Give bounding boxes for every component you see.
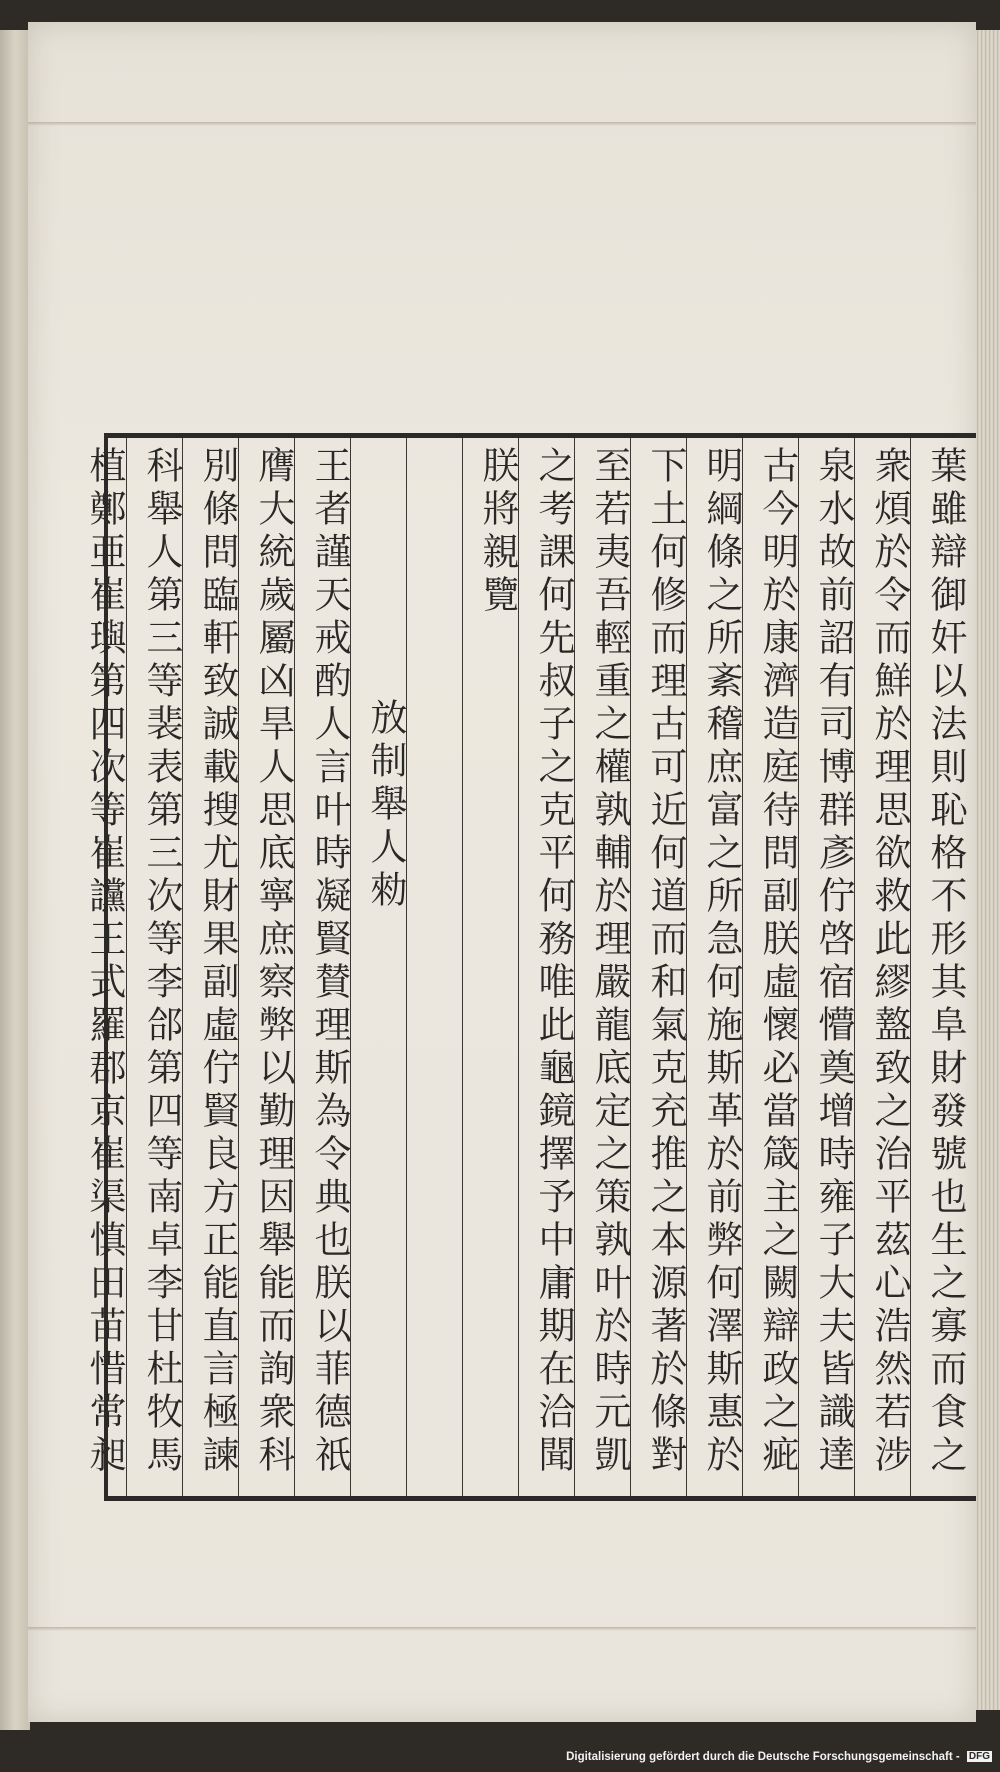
text-column	[910, 438, 966, 1496]
text-column	[686, 438, 742, 1496]
text-column	[126, 438, 182, 1496]
column-text: 下土何修而理古可近何道而和氣克充推之本源著於條對	[644, 446, 687, 1478]
column-text: 朕將親覽	[476, 446, 519, 618]
text-column	[294, 438, 350, 1496]
text-column	[462, 438, 518, 1496]
column-text: 別條問臨軒致誠載搜尤財果副虛佇賢良方正能直言極諫	[196, 446, 239, 1478]
column-text: 泉水故前詔有司博群彥佇啓宿懵奠增時雍子大夫皆識達	[812, 446, 855, 1478]
text-column	[350, 438, 406, 1496]
book-left-edge	[0, 30, 30, 1730]
footer-bar	[0, 1748, 1000, 1772]
page-fold-top	[28, 122, 976, 126]
dfg-logo: DFG	[968, 1751, 990, 1763]
text-frame	[83, 433, 976, 1501]
column-text: 之考課何先叔子之克平何務唯此龜鏡擇予中庸期在洽聞	[532, 446, 575, 1478]
column-text: 膺大統歲屬凶旱人思底寧庶察弊以勤理因舉能而詢衆科	[252, 446, 295, 1478]
column-text: 至若夷吾輕重之權孰輔於理嚴龍底定之策孰叶於時元凱	[588, 446, 631, 1478]
text-column	[630, 438, 686, 1496]
column-text: 植鄭亜崔璵第四次等崔讜王式羅郡京崔渠慎田苗惜常昶	[83, 446, 126, 1478]
column-text: 衆煩於令而鮮於理思欲救此繆盩致之治平茲心浩然若涉	[868, 446, 911, 1478]
column-text: 葉雖辯御奸以法則恥格不形其阜財發號也生之寡而食之	[924, 446, 967, 1478]
text-column	[798, 438, 854, 1496]
text-column	[518, 438, 574, 1496]
column-text: 明綱條之所紊稽庶富之所急何施斯革於前弊何澤斯惠於	[700, 446, 743, 1478]
text-column	[238, 438, 294, 1496]
column-text: 古今明於康濟造庭待問副朕虛懷必當箴主之闕辯政之疵	[756, 446, 799, 1478]
text-column	[574, 438, 630, 1496]
text-column	[742, 438, 798, 1496]
column-text: 科舉人第三等裴表第三次等李郃第四等南卓李甘杜牧馬	[140, 446, 183, 1478]
column-text: 王者謹天戒酌人言叶時凝賢賛理斯為令典也朕以菲德祇	[308, 446, 351, 1478]
text-column	[182, 438, 238, 1496]
footer-credit: Digitalisierung gefördert durch die Deutsche Forschungsgemeinschaft -	[566, 1751, 960, 1763]
text-column	[854, 438, 910, 1496]
footer-credit-line	[566, 1751, 992, 1763]
text-column-blank	[406, 438, 462, 1496]
section-heading: 放制舉人勑	[364, 698, 407, 913]
text-column	[70, 438, 126, 1496]
page-fold-bottom	[28, 1627, 976, 1631]
